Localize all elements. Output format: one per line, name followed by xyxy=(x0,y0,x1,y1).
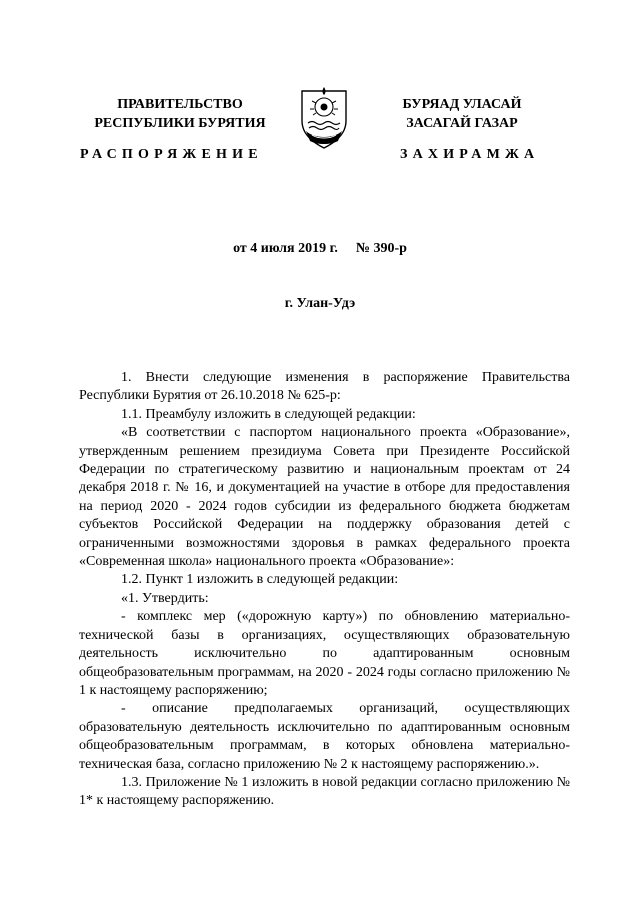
paragraph-1-1: 1.1. Преамбулу изложить в следующей редакции: xyxy=(121,406,416,422)
document-body xyxy=(79,369,570,811)
government-title-buryat-line2: ЗАСАГАЙ ГАЗАР xyxy=(406,116,518,131)
government-title-line1: ПРАВИТЕЛЬСТВО xyxy=(117,97,243,112)
document-date: от 4 июля 2019 г. xyxy=(233,241,338,256)
doc-type-buryat: ЗАХИРАМЖА xyxy=(400,147,540,162)
government-title-buryat-line1: БУРЯАД УЛАСАЙ xyxy=(402,97,522,112)
paragraph-approve: «1. Утвердить: xyxy=(121,590,209,606)
paragraph-1-2: 1.2. Пункт 1 изложить в следующей редакции: xyxy=(121,572,399,588)
document-date-number xyxy=(0,241,640,257)
paragraph-preamble: «В соответствии с паспортом национального проекта «Образование», утвержденным решением президиума Совета при Президенте Российской Федерации по стратегическому развитию и национальным проектам от 24 декабря 2018 г. № 16, и документацией на участие в отборе для предоставления на период 2020 - 2024 годов субсидии из федерального бюджета бюджетам субъектов Российской Федерации на поддержку образования детей с ограниченными возможностями здоровья в рамках федерального проекта «Современная школа» национального проекта «Образование»: xyxy=(79,425,570,570)
paragraph-1: 1. Внести следующие изменения в распоряжение Правительства Республики Бурятия от 26.10.2018 № 625-р: xyxy=(79,370,570,404)
coat-of-arms-icon xyxy=(298,85,350,150)
document-number: № 390-р xyxy=(355,241,407,256)
government-title-russian xyxy=(80,95,280,133)
government-title-line2: РЕСПУБЛИКИ БУРЯТИЯ xyxy=(94,116,266,131)
government-title-buryat xyxy=(372,95,552,133)
paragraph-roadmap: - комплекс мер («дорожную карту») по обновлению материально-технической базы в организациях, осуществляющих образовательную деятельность исключительно по адаптированным основным общеобразовательным программам, на 2020 - 2024 годы согласно приложению № 1 к настоящему распоряжению; xyxy=(79,609,570,698)
doc-type-russian: РАСПОРЯЖЕНИЕ xyxy=(80,147,263,162)
document-city: г. Улан-Удэ xyxy=(284,296,356,311)
paragraph-description: - описание предполагаемых организаций, осуществляющих образовательную деятельность исключительно по адаптированным основным общеобразовательным программам, в которых обновлена материально-техническая база, согласно приложению № 2 к настоящему распоряжению.». xyxy=(79,701,570,772)
paragraph-1-3: 1.3. Приложение № 1 изложить в новой редакции согласно приложению № 1* к настоящему распоряжению. xyxy=(79,774,570,809)
